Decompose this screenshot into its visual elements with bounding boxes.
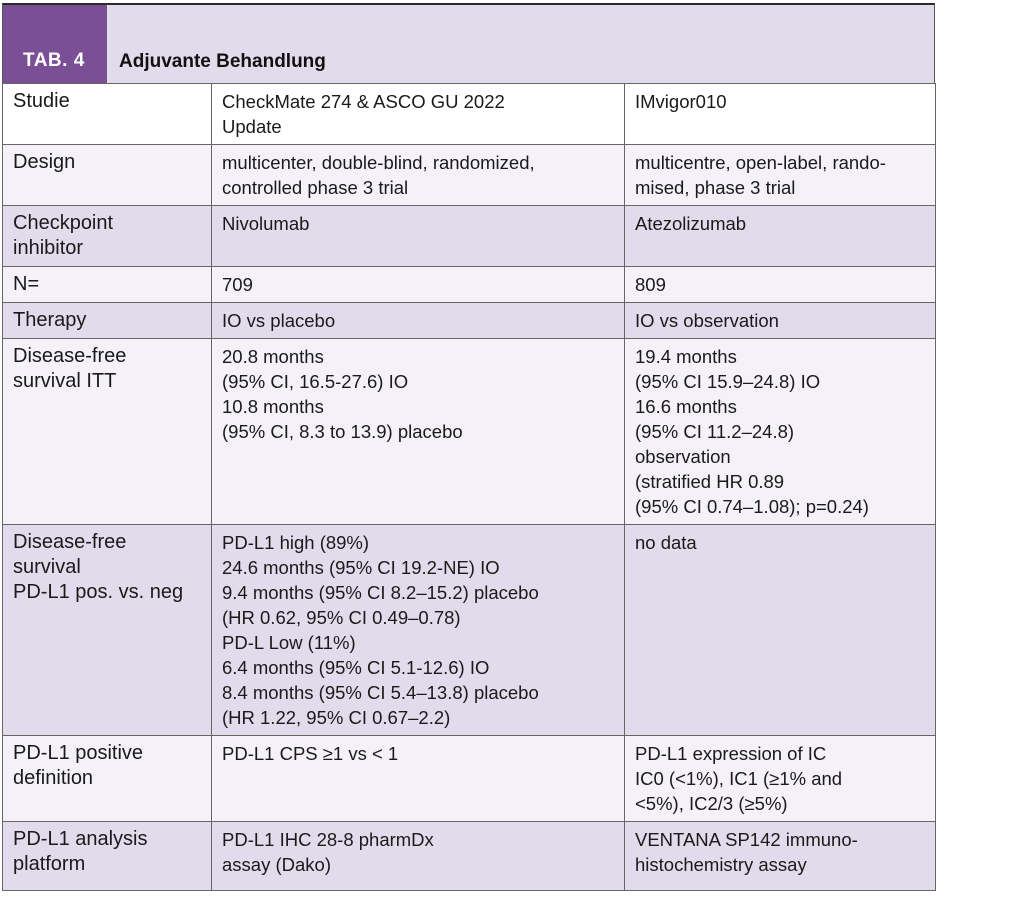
checkmate-cell xyxy=(212,736,625,822)
cell-text-line: survival ITT xyxy=(13,370,117,392)
imvigor-cell xyxy=(625,206,936,267)
cell-text-line: multicenter, double-blind, randomized, xyxy=(222,152,535,173)
checkmate-cell xyxy=(212,339,625,525)
imvigor-cell xyxy=(625,339,936,525)
cell-text-line: VENTANA SP142 immuno- xyxy=(635,829,858,850)
cell-text-line: survival xyxy=(13,556,81,578)
cell-text-line: N= xyxy=(13,273,40,295)
cell-text-line: Design xyxy=(13,151,76,173)
imvigor-cell xyxy=(625,736,936,822)
tab-number: TAB. 4 xyxy=(23,50,85,71)
checkmate-cell xyxy=(212,145,625,206)
cell-text-line: controlled phase 3 trial xyxy=(222,177,409,198)
imvigor-cell xyxy=(625,145,936,206)
checkmate-cell xyxy=(212,525,625,736)
row-label xyxy=(3,822,212,891)
checkmate-cell xyxy=(212,303,625,339)
cell-text-line: IMvigor010 xyxy=(635,91,727,112)
row-label xyxy=(3,303,212,339)
cell-text-line: IO vs placebo xyxy=(222,310,336,331)
cell-text-line: Disease-free xyxy=(13,345,127,367)
row-label xyxy=(3,267,212,303)
cell-text-line: Update xyxy=(222,116,282,137)
cell-text-line: PD-L1 high (89%) xyxy=(222,532,370,553)
cell-text-line: IO vs observation xyxy=(635,310,779,331)
cell-text-line: Therapy xyxy=(13,309,87,331)
table-row-studie xyxy=(3,84,936,145)
checkmate-cell xyxy=(212,84,625,145)
cell-text-line: histochemistry assay xyxy=(635,854,807,875)
table-row-dfs-pdl1 xyxy=(3,525,936,736)
cell-text-line: (95% CI, 8.3 to 13.9) placebo xyxy=(222,421,463,442)
cell-text-line: (95% CI, 16.5-27.6) IO xyxy=(222,371,409,392)
checkmate-cell xyxy=(212,822,625,891)
cell-text-line: mised, phase 3 trial xyxy=(635,177,796,198)
cell-text-line: (HR 0.62, 95% CI 0.49–0.78) xyxy=(222,607,461,628)
cell-text-line: (HR 1.22, 95% CI 0.67–2.2) xyxy=(222,707,451,728)
table-row-pdl1-platform xyxy=(3,822,936,891)
table-row-n xyxy=(3,267,936,303)
row-label xyxy=(3,84,212,145)
cell-text-line: PD-L1 IHC 28-8 pharmDx xyxy=(222,829,434,850)
cell-text-line: Studie xyxy=(13,90,70,112)
cell-text-line: PD-L1 CPS ≥1 vs < 1 xyxy=(222,743,399,764)
table-frame xyxy=(2,3,935,879)
cell-text-line: Checkpoint xyxy=(13,212,114,234)
cell-text-line: multicentre, open-label, rando- xyxy=(635,152,886,173)
cell-text-line: 8.4 months (95% CI 5.4–13.8) placebo xyxy=(222,682,539,703)
cell-text-line: PD-L1 pos. vs. neg xyxy=(13,581,184,603)
row-label xyxy=(3,525,212,736)
cell-text-line: (95% CI 0.74–1.08); p=0.24) xyxy=(635,496,869,517)
table-body xyxy=(3,84,936,891)
cell-text-line: Atezolizumab xyxy=(635,213,747,234)
imvigor-cell xyxy=(625,84,936,145)
table-title: Adjuvante Behandlung xyxy=(119,51,326,72)
table-row-pdl1-definition xyxy=(3,736,936,822)
cell-text-line: IC0 (<1%), IC1 (≥1% and xyxy=(635,768,843,789)
table-row-design xyxy=(3,145,936,206)
cell-text-line: (95% CI 11.2–24.8) xyxy=(635,421,795,442)
cell-text-line: 809 xyxy=(635,274,666,295)
cell-text-line: CheckMate 274 & ASCO GU 2022 xyxy=(222,91,505,112)
cell-text-line: platform xyxy=(13,853,86,875)
row-label xyxy=(3,145,212,206)
cell-text-line: Disease-free xyxy=(13,531,127,553)
cell-text-line: assay (Dako) xyxy=(222,854,331,875)
imvigor-cell xyxy=(625,303,936,339)
imvigor-cell xyxy=(625,822,936,891)
imvigor-cell xyxy=(625,525,936,736)
row-label xyxy=(3,206,212,267)
data-table xyxy=(2,83,936,891)
checkmate-cell xyxy=(212,206,625,267)
cell-text-line: Nivolumab xyxy=(222,213,310,234)
cell-text-line: 16.6 months xyxy=(635,396,737,417)
cell-text-line: 6.4 months (95% CI 5.1-12.6) IO xyxy=(222,657,490,678)
cell-text-line: PD-L Low (11%) xyxy=(222,632,356,653)
row-label xyxy=(3,339,212,525)
cell-text-line: definition xyxy=(13,767,94,789)
cell-text-line: inhibitor xyxy=(13,237,84,259)
imvigor-cell xyxy=(625,267,936,303)
cell-text-line: 20.8 months xyxy=(222,346,324,367)
cell-text-line: observation xyxy=(635,446,731,467)
tab-number-badge xyxy=(3,5,107,83)
table-row-therapy xyxy=(3,303,936,339)
table-row-checkpoint xyxy=(3,206,936,267)
cell-text-line: PD-L1 analysis xyxy=(13,828,148,850)
checkmate-cell xyxy=(212,267,625,303)
cell-text-line: no data xyxy=(635,532,697,553)
cell-text-line: (stratified HR 0.89 xyxy=(635,471,785,492)
cell-text-line: PD-L1 expression of IC xyxy=(635,743,827,764)
cell-text-line: <5%), IC2/3 (≥5%) xyxy=(635,793,788,814)
table-header xyxy=(2,3,935,83)
cell-text-line: 709 xyxy=(222,274,253,295)
cell-text-line: 19.4 months xyxy=(635,346,737,367)
cell-text-line: PD-L1 positive xyxy=(13,742,144,764)
cell-text-line: 10.8 months xyxy=(222,396,324,417)
cell-text-line: 24.6 months (95% CI 19.2-NE) IO xyxy=(222,557,500,578)
table-row-dfs-itt xyxy=(3,339,936,525)
cell-text-line: (95% CI 15.9–24.8) IO xyxy=(635,371,821,392)
cell-text-line: 9.4 months (95% CI 8.2–15.2) placebo xyxy=(222,582,539,603)
row-label xyxy=(3,736,212,822)
